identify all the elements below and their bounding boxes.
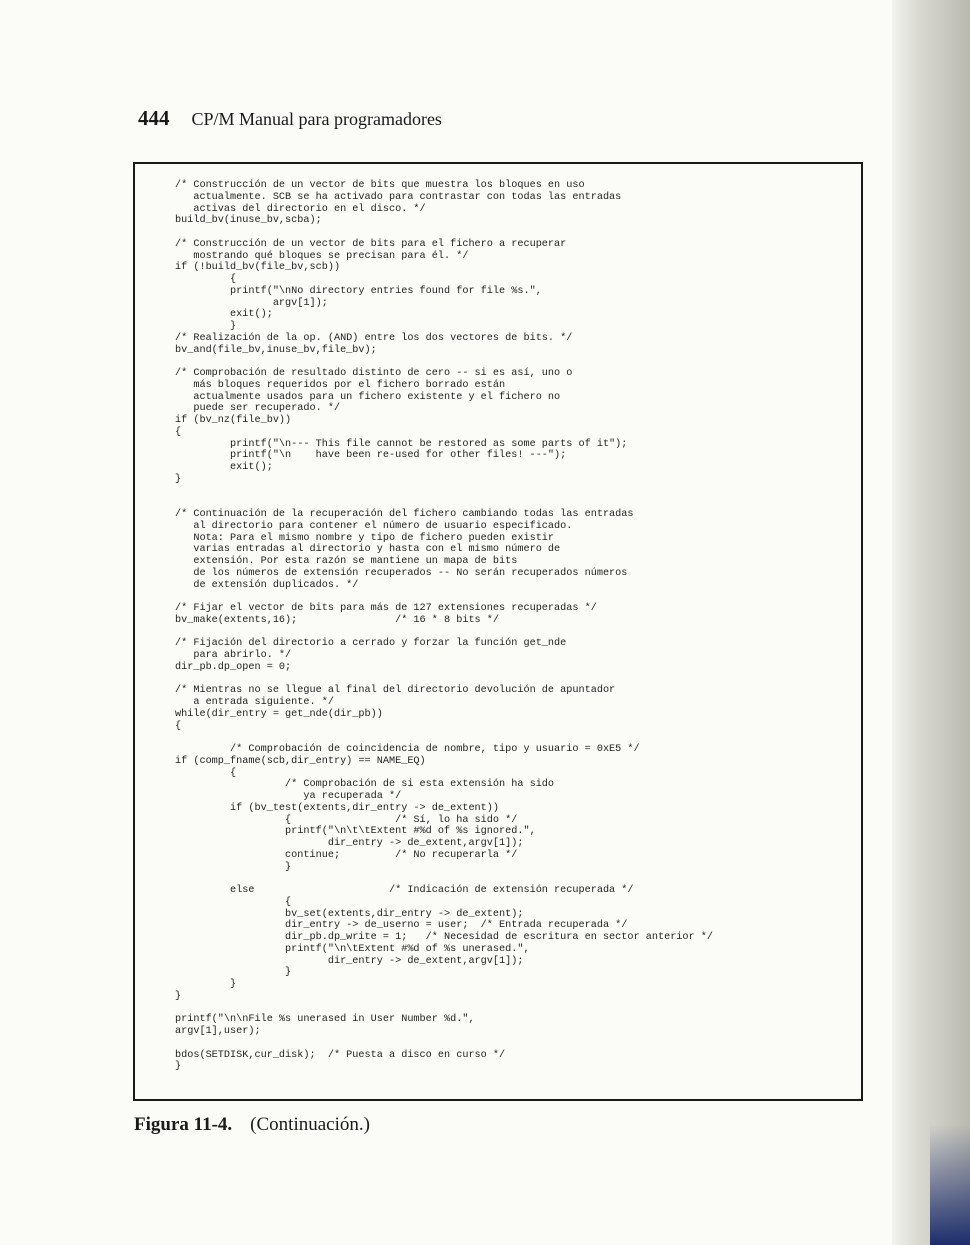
code-line: } xyxy=(175,990,182,1002)
code-line: if (bv_test(extents,dir_entry -> de_extent)) xyxy=(175,802,500,814)
code-line: activas del directorio en el disco. */ xyxy=(175,203,426,215)
code-line: } xyxy=(175,967,292,979)
code-line: printf("\n--- This file cannot be restored as some parts of it"); xyxy=(175,438,628,450)
code-line: dir_entry -> de_extent,argv[1]); xyxy=(175,955,524,967)
code-line: Nota: Para el mismo nombre y tipo de fichero pueden existir xyxy=(175,532,555,544)
code-line: puede ser recuperado. */ xyxy=(175,403,341,415)
code-line: printf("\n\tExtent #%d of %s unerased.", xyxy=(175,943,530,955)
code-line: /* Realización de la op. (AND) entre los dos vectores de bits. */ xyxy=(175,332,573,344)
code-line: while(dir_entry = get_nde(dir_pb)) xyxy=(175,708,383,720)
code-line: bdos(SETDISK,cur_disk); /* Puesta a disco en curso */ xyxy=(175,1049,506,1061)
code-line: { xyxy=(175,896,292,908)
code-line xyxy=(175,627,713,639)
code-line: mostrando qué bloques se precisan para él. */ xyxy=(175,250,469,262)
figure-caption xyxy=(134,1114,370,1136)
code-line: } xyxy=(175,861,292,873)
code-line: } xyxy=(175,979,237,990)
code-line: printf("\n\nFile %s unerased in User Number %d.", xyxy=(175,1014,475,1026)
page-corner-shadow xyxy=(930,1125,970,1245)
code-line: ya recuperada */ xyxy=(175,791,402,802)
code-line: else /* Indicación de extensión recuperada */ xyxy=(175,885,634,896)
code-line: bv_and(file_bv,inuse_bv,file_bv); xyxy=(175,344,377,356)
code-line: dir_pb.dp_write = 1; /* Necesidad de escritura en sector anterior */ xyxy=(175,932,713,943)
code-line xyxy=(175,356,713,368)
code-line xyxy=(175,486,713,498)
code-line: if (comp_fname(scb,dir_entry) == NAME_EQ) xyxy=(175,755,426,767)
code-line: /* Continuación de la recuperación del fichero cambiando todas las entradas xyxy=(175,509,634,520)
code-line: actualmente usados para un fichero existente y el fichero no xyxy=(175,391,561,403)
code-line: { xyxy=(175,720,182,732)
code-line: printf("\n\t\tExtent #%d of %s ignored.", xyxy=(175,826,536,838)
code-line: bv_set(extents,dir_entry -> de_extent); xyxy=(175,908,524,920)
code-line: más bloques requeridos por el fichero borrado están xyxy=(175,379,506,391)
code-line: varias entradas al directorio y hasta con el mismo número de xyxy=(175,544,561,556)
caption-text: (Continuación.) xyxy=(250,1114,370,1135)
page-edge-shadow xyxy=(892,0,970,1245)
code-line: } xyxy=(175,321,237,332)
code-line: argv[1],user); xyxy=(175,1026,261,1037)
code-line: } xyxy=(175,473,182,485)
code-line: /* Construcción de un vector de bits que muestra los bloques en uso xyxy=(175,180,585,191)
code-line: dir_entry -> de_userno = user; /* Entrada recuperada */ xyxy=(175,920,628,932)
figure-box xyxy=(133,162,863,1101)
code-line xyxy=(175,1003,713,1015)
code-line: /* Fijar el vector de bits para más de 127 extensiones recuperadas */ xyxy=(175,603,597,614)
code-line: /* Comprobación de si esta extensión ha sido xyxy=(175,779,555,791)
code-line: { xyxy=(175,767,237,779)
code-line xyxy=(175,591,713,603)
code-line: para abrirlo. */ xyxy=(175,650,292,661)
code-line: { xyxy=(175,426,182,438)
code-line: dir_entry -> de_extent,argv[1]); xyxy=(175,838,524,849)
code-line: continue; /* No recuperarla */ xyxy=(175,849,518,861)
code-line: actualmente. SCB se ha activado para contrastar con todas las entradas xyxy=(175,191,622,203)
code-line xyxy=(175,1038,713,1050)
code-line: /* Comprobación de resultado distinto de cero -- si es así, uno o xyxy=(175,368,573,379)
code-line: printf("\n have been re-used for other files! ---"); xyxy=(175,450,567,462)
code-line: } xyxy=(175,1061,182,1073)
code-line: { xyxy=(175,274,237,285)
code-line: de los números de extensión recuperados -- No serán recuperados números xyxy=(175,567,628,579)
code-line: al directorio para contener el número de usuario especificado. xyxy=(175,520,573,532)
code-line xyxy=(175,873,713,885)
code-line: printf("\nNo directory entries found for file %s.", xyxy=(175,285,542,297)
code-line: if (bv_nz(file_bv)) xyxy=(175,415,292,426)
code-line: /* Fijación del directorio a cerrado y forzar la función get_nde xyxy=(175,638,567,650)
code-line: /* Comprobación de coincidencia de nombre, tipo y usuario = 0xE5 */ xyxy=(175,744,640,755)
code-line: dir_pb.dp_open = 0; xyxy=(175,661,292,673)
code-line: if (!build_bv(file_bv,scb)) xyxy=(175,262,341,274)
page-number: 444 xyxy=(138,106,170,130)
code-line: a entrada siguiente. */ xyxy=(175,697,334,708)
code-line: de extensión duplicados. */ xyxy=(175,579,359,591)
code-line: build_bv(inuse_bv,scba); xyxy=(175,215,322,227)
page-header xyxy=(138,106,442,131)
code-line: { /* Sí, lo ha sido */ xyxy=(175,814,518,826)
code-line: exit(); xyxy=(175,309,273,321)
running-title: CP/M Manual para programadores xyxy=(191,109,442,129)
code-line: argv[1]); xyxy=(175,297,328,309)
code-line xyxy=(175,227,713,239)
code-line xyxy=(175,497,713,509)
code-line: /* Mientras no se llegue al final del directorio devolución de apuntador xyxy=(175,685,616,697)
code-line: bv_make(extents,16); /* 16 * 8 bits */ xyxy=(175,614,500,626)
code-line: extensión. Por esta razón se mantiene un mapa de bits xyxy=(175,556,518,567)
code-line: /* Construcción de un vector de bits para el fichero a recuperar xyxy=(175,238,567,250)
code-line xyxy=(175,732,713,744)
code-line xyxy=(175,674,713,686)
caption-label: Figura 11-4. xyxy=(134,1114,233,1135)
code-line: exit(); xyxy=(175,462,273,473)
code-listing xyxy=(175,180,713,1073)
